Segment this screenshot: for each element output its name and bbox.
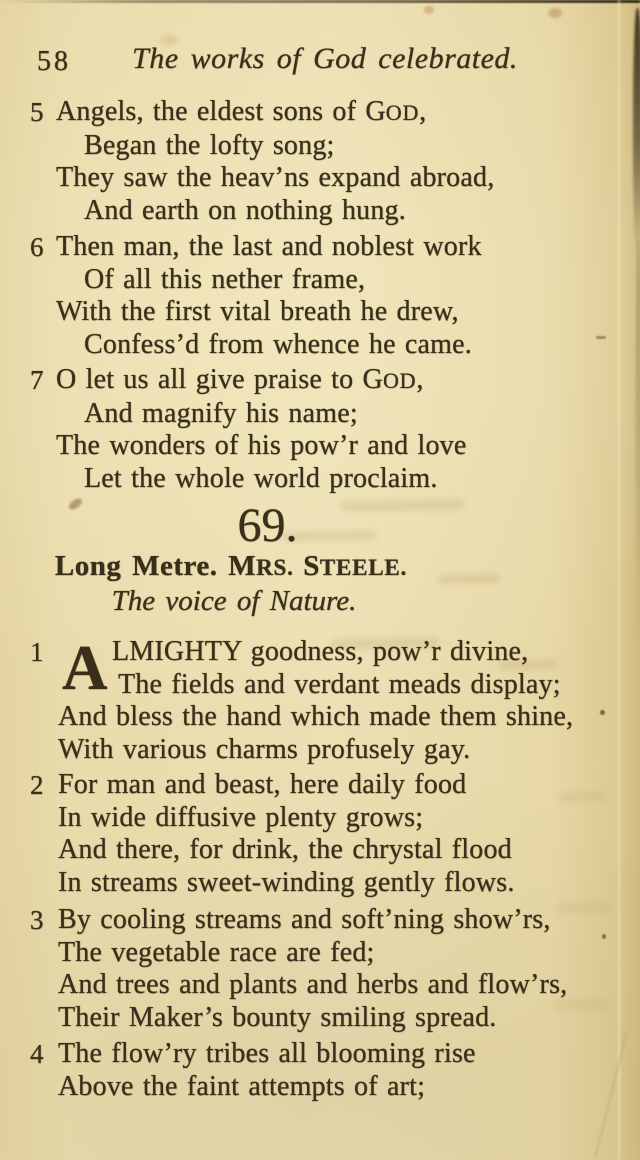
verse-line: Let the whole world proclaim. — [84, 462, 438, 494]
verse-line-text: Angels, the eldest sons of — [56, 96, 366, 127]
paper-stain — [548, 8, 562, 18]
verse-line: Then man, the last and noblest work — [56, 231, 482, 262]
verse-line: With the first vital breath he drew, — [56, 296, 459, 327]
drop-cap-initial: A — [62, 633, 108, 703]
verse-line: And trees and plants and herbs and flow’rs, — [58, 969, 568, 1000]
verse-line: For man and beast, here daily food — [58, 769, 467, 800]
verse-line: And earth on nothing hung. — [84, 194, 406, 226]
small-caps-text: RS. — [256, 555, 304, 580]
verse-line: Of all this nether frame, — [84, 263, 366, 295]
verse-number: 1 — [30, 637, 44, 667]
hymn68-verse-6 — [0, 231, 625, 361]
verse-line: The flow’ry tribes all blooming rise — [58, 1038, 476, 1069]
verse-line: And there, for drink, the chrystal flood — [58, 834, 512, 865]
verse-number: 4 — [30, 1039, 44, 1069]
verse-line: In wide diffusive plenty grows; — [58, 801, 424, 833]
verse-number: 7 — [30, 365, 44, 395]
small-caps-initial: G — [365, 96, 386, 127]
paper-stain — [424, 6, 434, 14]
verse-line: In streams sweet-winding gently flows. — [58, 866, 515, 898]
verse-line: The wonders of his pow’r and love — [56, 430, 467, 461]
verse-line: Above the faint attempts of art; — [58, 1070, 426, 1102]
verse-line: Began the lofty song; — [84, 129, 335, 161]
verse-line: They saw the heav’ns expand abroad, — [56, 162, 495, 193]
verse-line — [56, 364, 625, 398]
small-caps-initial: S — [303, 550, 320, 582]
page-right-edge-shadow — [633, 8, 640, 258]
verse-line-text: , — [416, 364, 424, 395]
small-caps-text: OD — [385, 100, 420, 125]
verse-line-text: , — [419, 96, 427, 127]
verse-number: 3 — [30, 905, 44, 935]
verse-number: 5 — [30, 97, 44, 127]
verse-number: 2 — [30, 770, 44, 800]
verse-line: The vegetable race are fed; — [58, 936, 375, 968]
hymn-number: 69. — [237, 499, 298, 552]
hymn68-verse-5 — [0, 96, 625, 227]
hymn-subtitle: The voice of Nature. — [111, 585, 357, 617]
page-top-edge-shadow — [0, 0, 640, 3]
hymn69-verse-3 — [0, 904, 625, 1034]
hymn69-verse-4 — [0, 1038, 625, 1103]
verse-line: And bless the hand which made them shine, — [58, 701, 574, 732]
page-right-edge-shadow-lower — [636, 240, 640, 660]
verse-line: With various charms profusely gay. — [58, 733, 471, 765]
verse-line: The fields and verdant meads display; — [118, 668, 561, 700]
verse-number: 6 — [30, 232, 44, 262]
hymn69-verse-2 — [0, 769, 625, 899]
verse-line: And magnify his name; — [84, 397, 358, 429]
verse-line-text: O let us all give praise to — [56, 364, 363, 395]
verse-line: By cooling streams and soft’ning show’rs, — [58, 904, 551, 935]
small-caps-text: TEELE. — [319, 555, 408, 580]
small-caps-initial: G — [362, 364, 383, 395]
hymn69-verse-1 — [0, 633, 625, 766]
page-number: 58 — [37, 46, 71, 77]
running-title: The works of God celebrated. — [132, 42, 518, 75]
verse-line: Confess’d from whence he came. — [84, 328, 472, 360]
meter-label: Long Metre. — [54, 550, 229, 582]
small-caps-initial: M — [228, 550, 257, 582]
hymn68-verse-7 — [0, 364, 625, 495]
small-caps-text: OD — [382, 368, 417, 393]
hymn-meter-author — [0, 550, 462, 583]
verse-line: LMIGHTY goodness, pow’r divine, — [112, 636, 529, 667]
verse-line: Their Maker’s bounty smiling spread. — [58, 1001, 497, 1033]
verse-line — [56, 96, 625, 130]
